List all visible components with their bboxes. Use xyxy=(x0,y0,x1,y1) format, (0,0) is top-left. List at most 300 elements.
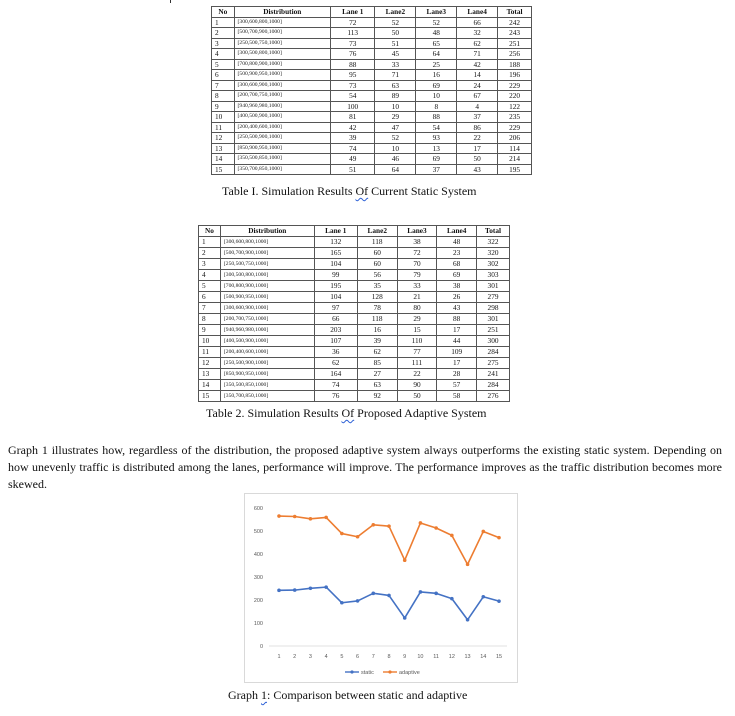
data-point-static xyxy=(497,599,501,603)
table-cell: 43 xyxy=(437,303,477,314)
table-cell: 298 xyxy=(477,303,510,314)
x-tick-label: 4 xyxy=(324,654,328,660)
table-row xyxy=(199,248,510,259)
table-cell: 300 xyxy=(477,336,510,347)
column-header: Lane2 xyxy=(357,226,397,237)
comparison-line-chart xyxy=(244,493,518,683)
table-cell: [350,700,850,1000] xyxy=(220,391,314,402)
table-cell: 22 xyxy=(457,133,498,144)
data-point-static xyxy=(309,586,313,590)
table-cell: 38 xyxy=(437,281,477,292)
table-row xyxy=(199,347,510,358)
table-row xyxy=(199,336,510,347)
legend-label: static xyxy=(361,670,374,676)
table-cell: [700,800,900,1000] xyxy=(234,59,330,70)
table-row xyxy=(212,28,532,39)
table-cell: 47 xyxy=(375,122,416,133)
table-cell: 21 xyxy=(397,292,437,303)
column-header: Total xyxy=(477,226,510,237)
caption-text: : Comparison between static and adaptive xyxy=(267,688,468,702)
table-cell: 5 xyxy=(199,281,221,292)
table-cell: 256 xyxy=(498,49,532,60)
table-cell: 68 xyxy=(437,259,477,270)
table-cell: 57 xyxy=(437,380,477,391)
table-cell: 60 xyxy=(357,259,397,270)
table-cell: 229 xyxy=(498,122,532,133)
table-cell: 110 xyxy=(397,336,437,347)
table-cell: 114 xyxy=(498,143,532,154)
table2-caption xyxy=(206,406,487,421)
adaptive-results-table xyxy=(198,225,510,402)
table-row xyxy=(212,112,532,123)
table-cell: 107 xyxy=(314,336,357,347)
table-cell: 64 xyxy=(375,164,416,175)
table-cell: 14 xyxy=(212,154,235,165)
table-cell: 11 xyxy=(212,122,235,133)
y-tick-label: 0 xyxy=(259,644,263,650)
table-cell: 85 xyxy=(357,358,397,369)
table-cell: 60 xyxy=(357,248,397,259)
table-cell: 38 xyxy=(397,237,437,248)
table-row xyxy=(212,91,532,102)
x-tick-label: 5 xyxy=(340,654,344,660)
table-cell: 69 xyxy=(437,270,477,281)
table-cell: 37 xyxy=(457,112,498,123)
table-cell: 220 xyxy=(498,91,532,102)
column-header: Lane4 xyxy=(457,7,498,18)
table-cell: 88 xyxy=(437,314,477,325)
table-cell: 33 xyxy=(375,59,416,70)
body-paragraph: Graph 1 illustrates how, regardless of the distribution, the proposed adaptive system always outperforms the existing static system. Depending on how unevenly traffic is distributed among the lanes, performance will improve. The performance improves as the traffic distribution becomes more skewed. xyxy=(8,443,722,491)
table-cell: 17 xyxy=(457,143,498,154)
table-cell: [850,900,950,1000] xyxy=(220,369,314,380)
table-cell: 3 xyxy=(212,38,235,49)
data-point-adaptive xyxy=(466,563,470,567)
table-row xyxy=(212,38,532,49)
column-header: Total xyxy=(498,7,532,18)
data-point-static xyxy=(387,594,391,598)
table-cell: 206 xyxy=(498,133,532,144)
data-point-adaptive xyxy=(434,526,438,530)
series-line-adaptive xyxy=(279,516,499,564)
table-cell: 25 xyxy=(416,59,457,70)
data-point-adaptive xyxy=(450,534,454,538)
table-cell: 100 xyxy=(330,101,375,112)
table-cell: 243 xyxy=(498,28,532,39)
table-cell: 90 xyxy=(397,380,437,391)
table-cell: 62 xyxy=(357,347,397,358)
table-cell: 71 xyxy=(375,70,416,81)
table-cell: 69 xyxy=(416,154,457,165)
column-header: Lane3 xyxy=(416,7,457,18)
table-cell: 251 xyxy=(498,38,532,49)
table-row xyxy=(199,237,510,248)
table-cell: 49 xyxy=(330,154,375,165)
data-point-adaptive xyxy=(403,558,407,562)
table-cell: 54 xyxy=(416,122,457,133)
x-tick-label: 3 xyxy=(308,654,312,660)
table-cell: [300,600,900,1000] xyxy=(220,303,314,314)
table-cell: 17 xyxy=(437,325,477,336)
table-row xyxy=(212,133,532,144)
table-cell: 12 xyxy=(212,133,235,144)
x-tick-label: 14 xyxy=(480,654,487,660)
table-cell: [300,600,800,1000] xyxy=(220,237,314,248)
data-point-static xyxy=(340,601,344,605)
data-point-adaptive xyxy=(309,517,313,521)
y-tick-label: 200 xyxy=(253,598,263,604)
table-cell: 72 xyxy=(397,248,437,259)
table-cell: 8 xyxy=(212,91,235,102)
table-cell: 301 xyxy=(477,281,510,292)
table-cell: 29 xyxy=(375,112,416,123)
table-cell: 72 xyxy=(330,17,375,28)
column-header: Lane 1 xyxy=(330,7,375,18)
table-cell: 104 xyxy=(314,292,357,303)
table-cell: 27 xyxy=(357,369,397,380)
graph-caption xyxy=(228,688,467,703)
y-tick-label: 100 xyxy=(253,621,263,627)
table-cell: 15 xyxy=(199,391,221,402)
table-cell: [350,500,850,1000] xyxy=(220,380,314,391)
table-cell: 16 xyxy=(416,70,457,81)
table-cell: 122 xyxy=(498,101,532,112)
table-cell: 241 xyxy=(477,369,510,380)
table-cell: 109 xyxy=(437,347,477,358)
x-tick-label: 1 xyxy=(277,654,281,660)
table-cell: 39 xyxy=(330,133,375,144)
table-cell: 10 xyxy=(212,112,235,123)
y-tick-label: 300 xyxy=(253,575,263,581)
table-cell: 71 xyxy=(457,49,498,60)
table-row xyxy=(199,270,510,281)
table-cell: 13 xyxy=(199,369,221,380)
table-cell: 66 xyxy=(314,314,357,325)
table-cell: 63 xyxy=(357,380,397,391)
data-point-adaptive xyxy=(340,532,344,536)
data-point-static xyxy=(419,590,423,594)
table-cell: 52 xyxy=(416,17,457,28)
table-cell: 50 xyxy=(457,154,498,165)
table-cell: [700,800,900,1000] xyxy=(220,281,314,292)
data-point-static xyxy=(324,585,328,589)
x-tick-label: 7 xyxy=(371,654,375,660)
table-cell: 4 xyxy=(212,49,235,60)
table-cell: 88 xyxy=(330,59,375,70)
table-cell: [940,960,980,1000] xyxy=(220,325,314,336)
table-cell: 52 xyxy=(375,17,416,28)
table-cell: [250,500,900,1000] xyxy=(234,133,330,144)
caption-text: Graph xyxy=(228,688,261,702)
table-cell: 15 xyxy=(397,325,437,336)
table-cell: 11 xyxy=(199,347,221,358)
chart-canvas xyxy=(245,494,517,682)
x-tick-label: 15 xyxy=(495,654,503,660)
table-cell: 16 xyxy=(357,325,397,336)
table-cell: 24 xyxy=(457,80,498,91)
table-cell: 1 xyxy=(199,237,221,248)
table-row xyxy=(199,325,510,336)
table-cell: 229 xyxy=(498,80,532,91)
table-cell: 6 xyxy=(199,292,221,303)
table-cell: [500,700,900,1000] xyxy=(220,248,314,259)
table-cell: 93 xyxy=(416,133,457,144)
table-header-row xyxy=(212,7,532,18)
table-cell: 10 xyxy=(375,101,416,112)
table-cell: 50 xyxy=(375,28,416,39)
table-cell: 195 xyxy=(314,281,357,292)
table-cell: [350,500,850,1000] xyxy=(234,154,330,165)
table-cell: [500,900,950,1000] xyxy=(220,292,314,303)
data-point-adaptive xyxy=(481,530,485,534)
table-cell: 52 xyxy=(375,133,416,144)
table-cell: 66 xyxy=(457,17,498,28)
table-cell: 8 xyxy=(416,101,457,112)
table-cell: 303 xyxy=(477,270,510,281)
table-cell: 203 xyxy=(314,325,357,336)
table-cell: 97 xyxy=(314,303,357,314)
table-cell: [300,500,800,1000] xyxy=(234,49,330,60)
table-cell: 28 xyxy=(437,369,477,380)
table-cell: 69 xyxy=(416,80,457,91)
table-cell: 42 xyxy=(457,59,498,70)
table-cell: 95 xyxy=(330,70,375,81)
table-cell: 13 xyxy=(416,143,457,154)
table-row xyxy=(199,292,510,303)
table-cell: 284 xyxy=(477,380,510,391)
table-cell: 10 xyxy=(199,336,221,347)
table-cell: [250,500,900,1000] xyxy=(220,358,314,369)
data-point-static xyxy=(450,597,454,601)
table-cell: 276 xyxy=(477,391,510,402)
table-cell: 62 xyxy=(314,358,357,369)
table-cell: 2 xyxy=(199,248,221,259)
table-cell: 33 xyxy=(397,281,437,292)
table-row xyxy=(212,122,532,133)
spellcheck-flagged-word: Of xyxy=(355,184,369,198)
table-cell: 46 xyxy=(375,154,416,165)
table-row xyxy=(212,101,532,112)
table-cell: 1 xyxy=(212,17,235,28)
table-cell: [200,400,600,1000] xyxy=(234,122,330,133)
table-cell: 36 xyxy=(314,347,357,358)
table-cell: 42 xyxy=(330,122,375,133)
table-cell: 196 xyxy=(498,70,532,81)
table-row xyxy=(212,70,532,81)
series-line-static xyxy=(279,587,499,620)
table-cell: 39 xyxy=(357,336,397,347)
table-cell: [940,960,980,1000] xyxy=(234,101,330,112)
table-cell: [300,600,800,1000] xyxy=(234,17,330,28)
data-point-static xyxy=(466,618,470,622)
table-cell: 64 xyxy=(416,49,457,60)
x-tick-label: 2 xyxy=(293,654,297,660)
x-tick-label: 8 xyxy=(387,654,391,660)
table-cell: 56 xyxy=(357,270,397,281)
table-row xyxy=(212,143,532,154)
table-cell: 8 xyxy=(199,314,221,325)
table-cell: 320 xyxy=(477,248,510,259)
table-cell: 79 xyxy=(397,270,437,281)
column-header: Lane4 xyxy=(437,226,477,237)
y-tick-label: 600 xyxy=(253,506,263,512)
table-cell: 7 xyxy=(212,80,235,91)
table-cell: 251 xyxy=(477,325,510,336)
table-cell: 37 xyxy=(416,164,457,175)
table-cell: 118 xyxy=(357,237,397,248)
table-cell: [300,600,900,1000] xyxy=(234,80,330,91)
table-cell: 7 xyxy=(199,303,221,314)
table-cell: 74 xyxy=(330,143,375,154)
table-cell: 132 xyxy=(314,237,357,248)
table-header-row xyxy=(199,226,510,237)
table-cell: 78 xyxy=(357,303,397,314)
table-row xyxy=(212,164,532,175)
caption-text: Table I. Simulation Results xyxy=(222,184,356,198)
table-cell: 14 xyxy=(199,380,221,391)
table-cell: 73 xyxy=(330,38,375,49)
table-cell: 63 xyxy=(375,80,416,91)
spellcheck-flagged-word: Of xyxy=(341,406,355,420)
table-cell: 235 xyxy=(498,112,532,123)
table-cell: 279 xyxy=(477,292,510,303)
table-cell: 51 xyxy=(375,38,416,49)
x-tick-label: 10 xyxy=(417,654,424,660)
table-cell: 99 xyxy=(314,270,357,281)
x-tick-label: 11 xyxy=(433,654,440,660)
table-row xyxy=(199,380,510,391)
table-cell: 58 xyxy=(437,391,477,402)
y-tick-label: 500 xyxy=(253,529,263,535)
column-header: No xyxy=(212,7,235,18)
table-cell: 15 xyxy=(212,164,235,175)
table-cell: 76 xyxy=(330,49,375,60)
table-cell: 44 xyxy=(437,336,477,347)
data-point-static xyxy=(277,589,281,593)
data-point-static xyxy=(481,595,485,599)
legend-marker-static xyxy=(350,670,353,673)
column-header: No xyxy=(199,226,221,237)
table-row xyxy=(212,17,532,28)
table-cell: 14 xyxy=(457,70,498,81)
table-cell: 17 xyxy=(437,358,477,369)
table-cell: 13 xyxy=(212,143,235,154)
x-tick-label: 6 xyxy=(356,654,360,660)
page-edge-mark xyxy=(170,0,171,3)
table-cell: 67 xyxy=(457,91,498,102)
table-row xyxy=(212,154,532,165)
table-cell: 195 xyxy=(498,164,532,175)
table-cell: 65 xyxy=(416,38,457,49)
table-cell: 301 xyxy=(477,314,510,325)
table-cell: [200,700,750,1000] xyxy=(234,91,330,102)
table1-caption xyxy=(222,184,476,199)
table-cell: 86 xyxy=(457,122,498,133)
table-row xyxy=(199,303,510,314)
column-header: Lane2 xyxy=(375,7,416,18)
table-cell: [350,700,850,1000] xyxy=(234,164,330,175)
spellcheck-flagged-word: 1 xyxy=(261,688,267,702)
caption-text: Table 2. Simulation Results xyxy=(206,406,342,420)
table-cell: 62 xyxy=(457,38,498,49)
table-cell: 302 xyxy=(477,259,510,270)
table-cell: 9 xyxy=(199,325,221,336)
table-cell: 12 xyxy=(199,358,221,369)
table-cell: [200,400,600,1000] xyxy=(220,347,314,358)
table-cell: 165 xyxy=(314,248,357,259)
table-cell: [500,900,950,1000] xyxy=(234,70,330,81)
data-point-static xyxy=(293,588,297,592)
table-cell: 10 xyxy=(416,91,457,102)
table-cell: [250,500,750,1000] xyxy=(220,259,314,270)
table-cell: 50 xyxy=(397,391,437,402)
column-header: Distribution xyxy=(220,226,314,237)
x-tick-label: 9 xyxy=(403,654,407,660)
table-row xyxy=(212,80,532,91)
table-cell: 88 xyxy=(416,112,457,123)
table-cell: 26 xyxy=(437,292,477,303)
table-cell: 81 xyxy=(330,112,375,123)
table-row xyxy=(199,391,510,402)
table-row xyxy=(199,314,510,325)
table-cell: 118 xyxy=(357,314,397,325)
data-point-static xyxy=(371,592,375,596)
table-cell: 51 xyxy=(330,164,375,175)
data-point-adaptive xyxy=(293,515,297,519)
table-cell: 3 xyxy=(199,259,221,270)
y-tick-label: 400 xyxy=(253,552,263,558)
legend-label: adaptive xyxy=(399,670,420,676)
table-cell: 242 xyxy=(498,17,532,28)
table-cell: 73 xyxy=(330,80,375,91)
table-cell: 89 xyxy=(375,91,416,102)
table-cell: 77 xyxy=(397,347,437,358)
x-tick-label: 13 xyxy=(464,654,471,660)
table-cell: 76 xyxy=(314,391,357,402)
data-point-adaptive xyxy=(419,521,423,525)
table-cell: 29 xyxy=(397,314,437,325)
table-cell: 322 xyxy=(477,237,510,248)
data-point-static xyxy=(356,599,360,603)
table-cell: 43 xyxy=(457,164,498,175)
table-row xyxy=(199,281,510,292)
caption-text: Current Static System xyxy=(368,184,477,198)
table-cell: 22 xyxy=(397,369,437,380)
table-cell: 54 xyxy=(330,91,375,102)
table-cell: 9 xyxy=(212,101,235,112)
table-row xyxy=(212,49,532,60)
data-point-static xyxy=(403,616,407,620)
column-header: Lane3 xyxy=(397,226,437,237)
table-cell: 92 xyxy=(357,391,397,402)
table-cell: 284 xyxy=(477,347,510,358)
table-cell: 10 xyxy=(375,143,416,154)
table-cell: 275 xyxy=(477,358,510,369)
table-row xyxy=(199,259,510,270)
table-cell: 48 xyxy=(437,237,477,248)
table-cell: [400,500,900,1000] xyxy=(234,112,330,123)
table-row xyxy=(199,358,510,369)
table-cell: 32 xyxy=(457,28,498,39)
column-header: Distribution xyxy=(234,7,330,18)
table-cell: 214 xyxy=(498,154,532,165)
table-cell: 70 xyxy=(397,259,437,270)
table-cell: 23 xyxy=(437,248,477,259)
table-cell: 188 xyxy=(498,59,532,70)
table-cell: 104 xyxy=(314,259,357,270)
table-cell: 111 xyxy=(397,358,437,369)
table-cell: 128 xyxy=(357,292,397,303)
